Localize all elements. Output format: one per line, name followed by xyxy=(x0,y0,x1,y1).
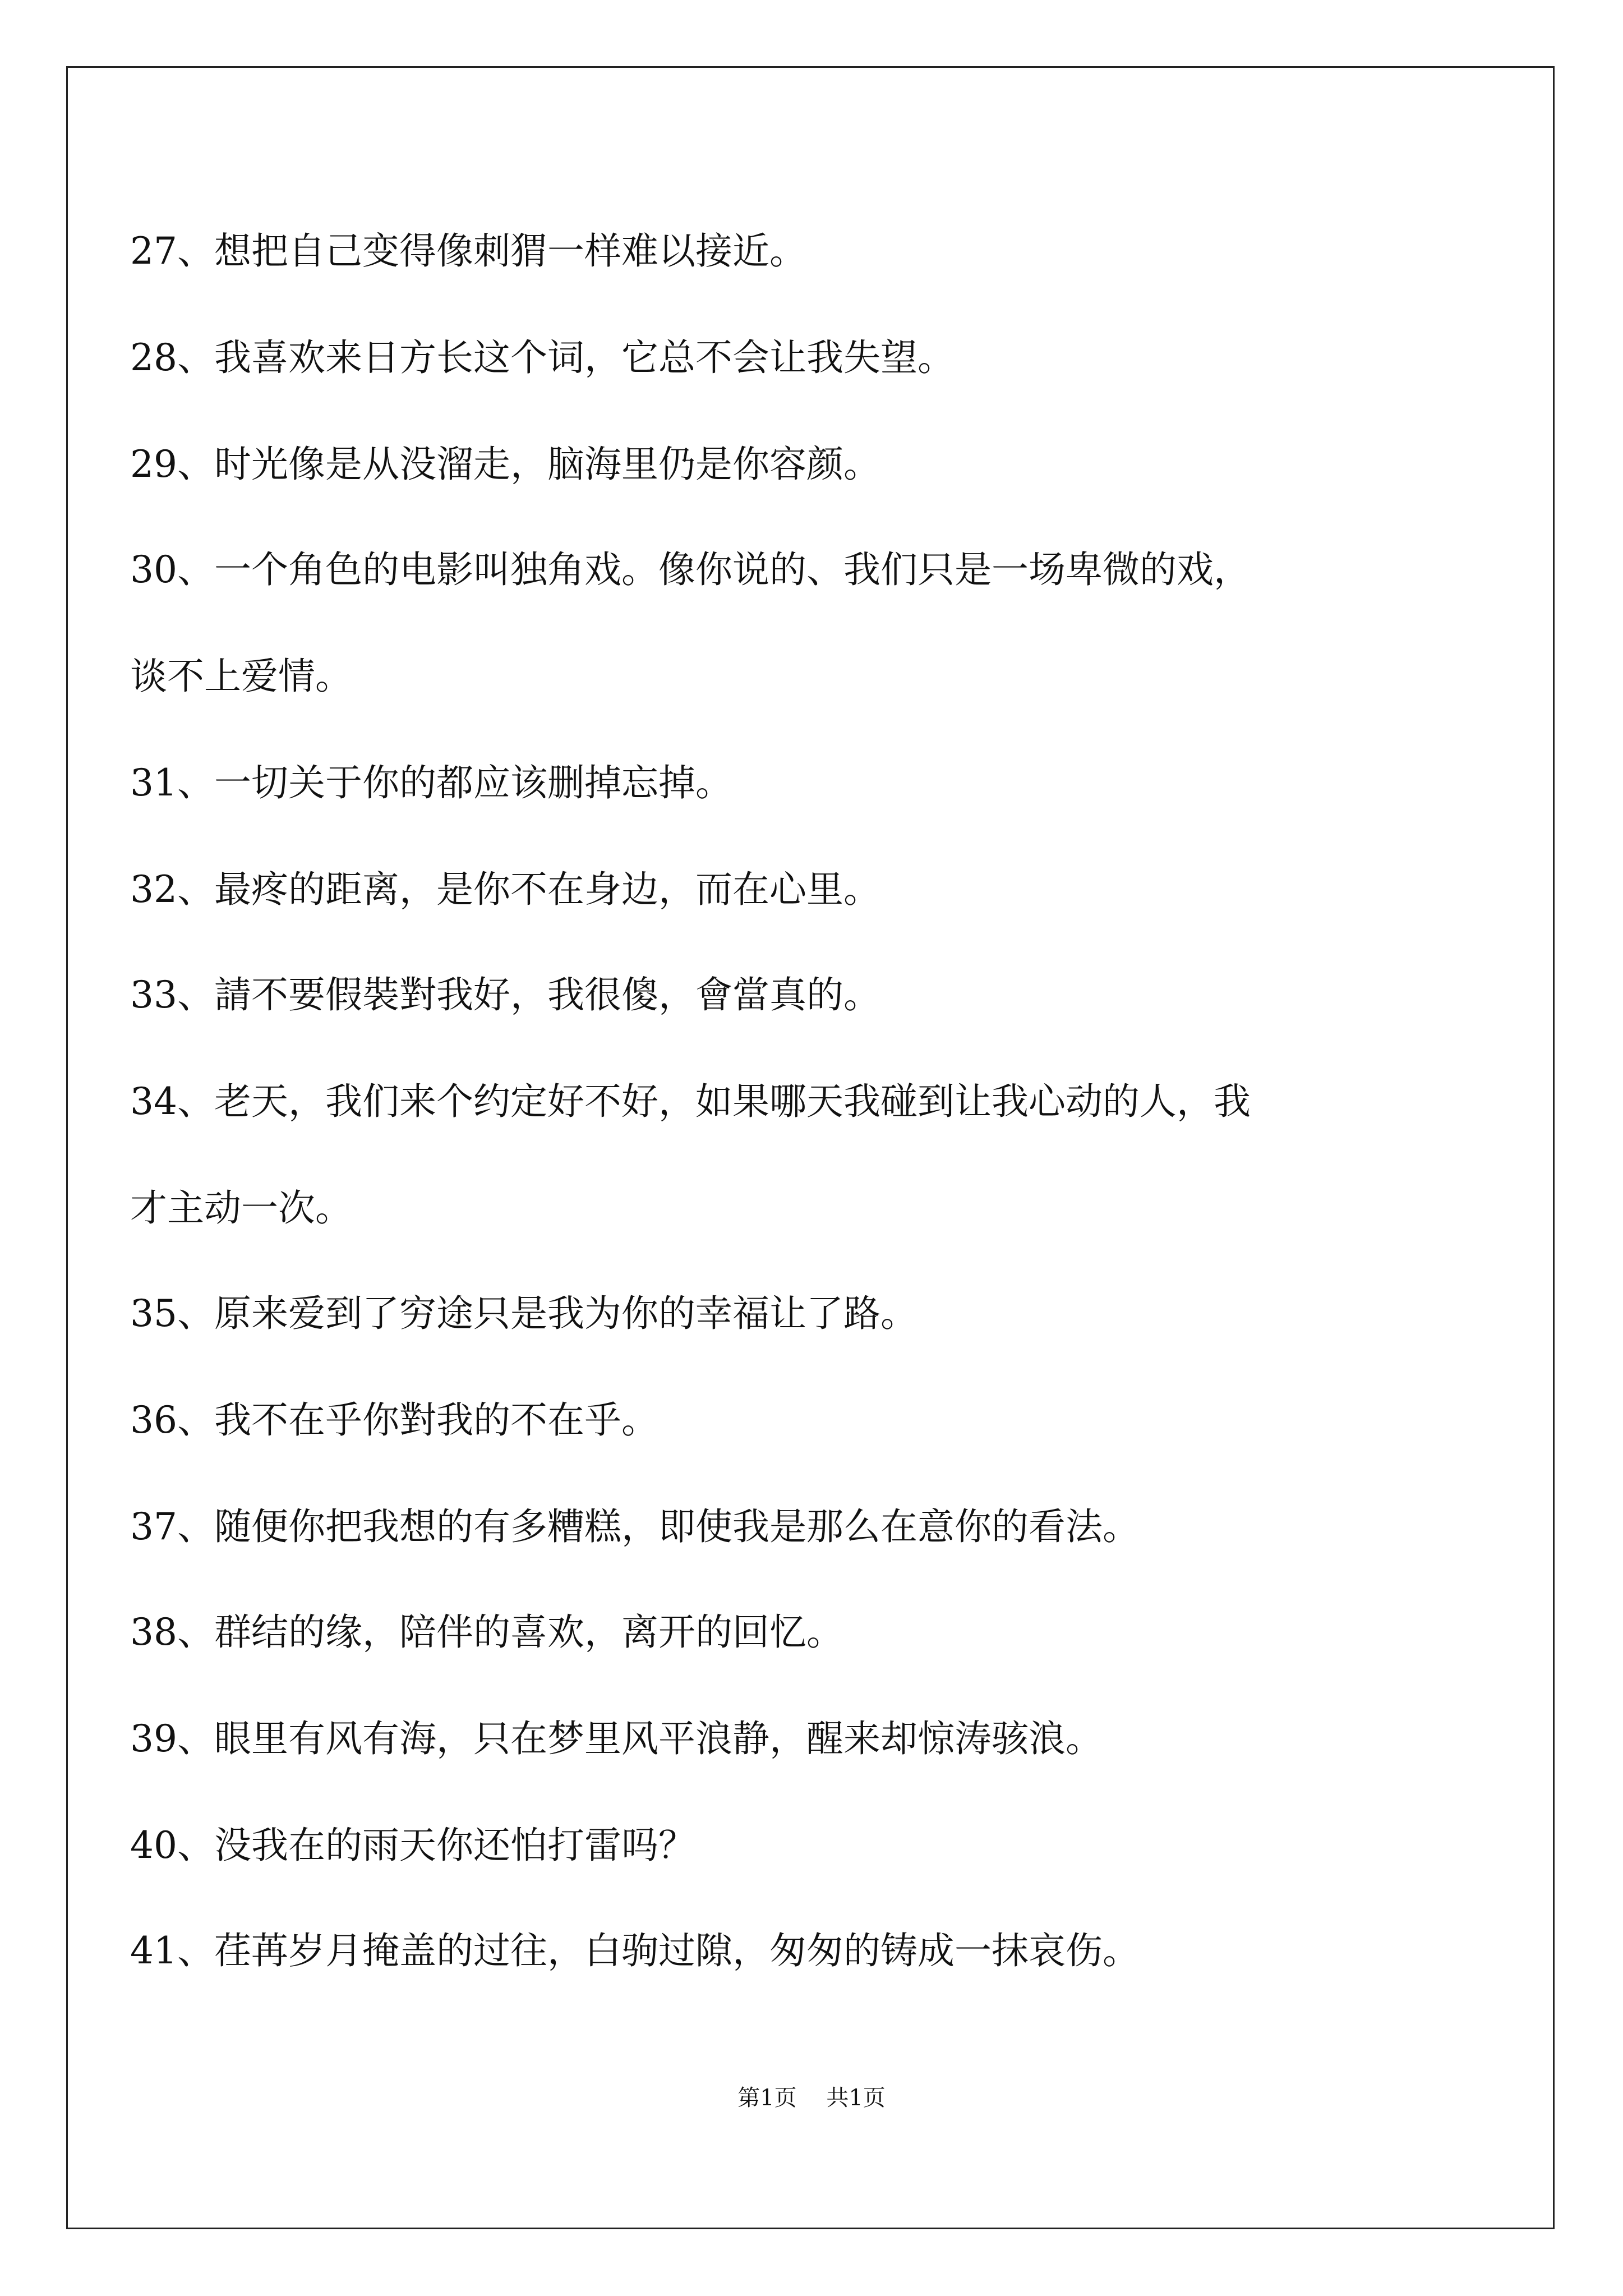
entry-38: 38、群结的缘，陪伴的喜欢，离开的回忆。 xyxy=(130,1611,843,1654)
entry-30-line1: 30、一个角色的电影叫独角戏。像你说的、我们只是一场卑微的戏， xyxy=(130,548,1251,591)
entry-33: 33、請不要假裝對我好，我很傻，會當真的。 xyxy=(130,973,880,1016)
entry-27: 27、想把自己变得像刺猬一样难以接近。 xyxy=(130,229,806,273)
page-frame xyxy=(66,66,1555,2229)
entry-34-line2: 才主动一次。 xyxy=(130,1186,352,1230)
entry-35: 35、原来爱到了穷途只是我为你的幸福让了路。 xyxy=(130,1292,917,1335)
entry-29: 29、时光像是从没溜走，脑海里仍是你容颜。 xyxy=(130,443,880,486)
entry-28: 28、我喜欢来日方长这个词，它总不会让我失望。 xyxy=(130,336,955,379)
entry-40: 40、没我在的雨天你还怕打雷吗？ xyxy=(130,1824,695,1867)
entry-39: 39、眼里有风有海，只在梦里风平浪静，醒来却惊涛骇浪。 xyxy=(130,1717,1103,1760)
page-number: 第1页 xyxy=(737,2085,797,2111)
entry-41: 41、荏苒岁月掩盖的过往，白驹过隙，匆匆的铸成一抹哀伤。 xyxy=(130,1929,1140,1972)
entry-34-line1: 34、老天，我们来个约定好不好，如果哪天我碰到让我心动的人，我 xyxy=(130,1080,1251,1123)
entry-30-line2: 谈不上爱情。 xyxy=(130,655,352,698)
page-total: 共1页 xyxy=(826,2085,886,2111)
entry-31: 31、一切关于你的都应该删掉忘掉。 xyxy=(130,761,732,804)
entry-37: 37、随便你把我想的有多糟糕，即使我是那么在意你的看法。 xyxy=(130,1505,1140,1548)
entry-32: 32、最疼的距离，是你不在身边，而在心里。 xyxy=(130,868,880,911)
entry-36: 36、我不在乎你對我的不在乎。 xyxy=(130,1398,658,1442)
page-footer xyxy=(0,2081,1623,2115)
